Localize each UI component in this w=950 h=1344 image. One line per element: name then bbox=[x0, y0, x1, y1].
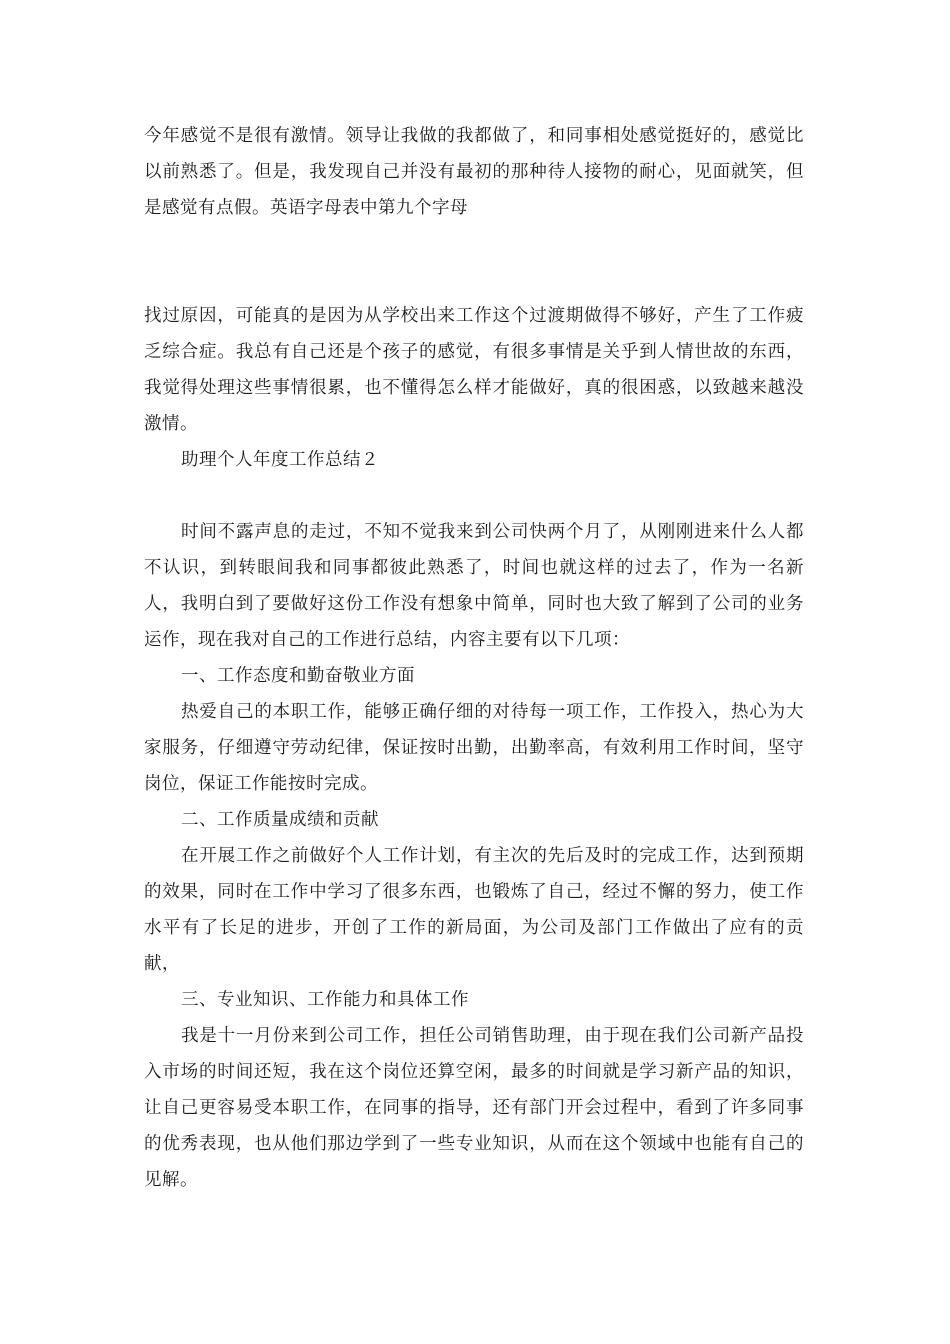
heading-3: 三、专业知识、工作能力和具体工作 bbox=[181, 990, 469, 1010]
paragraph-4: 热爱自己的本职工作，能够正确仔细的对待每一项工作，工作投入，热心为大家服务，仔细遵守劳动纪律，保证按时出勤，出勤率高，有效利用工作时间，坚守岗位，保证工作能按时完成。 bbox=[144, 702, 804, 794]
section-title: 助理个人年度工作总结２ bbox=[181, 450, 379, 470]
heading-2: 二、工作质量成绩和贡献 bbox=[181, 810, 379, 830]
paragraph-3: 时间不露声息的走过，不知不觉我来到公司快两个月了，从刚刚进来什么人都不认识，到转眼间我和同事都彼此熟悉了，时间也就这样的过去了，作为一名新人，我明白到了要做好这份工作没有想象中简单，同时也大致了解到了公司的业务运作，现在我对自己的工作进行总结，内容主要有以下几项： bbox=[144, 522, 804, 650]
paragraph-1: 今年感觉不是很有激情。领导让我做的我都做了，和同事相处感觉挺好的，感觉比以前熟悉了。但是，我发现自己并没有最初的那种待人接物的耐心，见面就笑，但是感觉有点假。英语字母表中第九个字母 bbox=[144, 126, 804, 218]
paragraph-2: 找过原因，可能真的是因为从学校出来工作这个过渡期做得不够好，产生了工作疲乏综合症。我总有自己还是个孩子的感觉，有很多事情是关乎到人情世故的东西，我觉得处理这些事情很累，也不懂得怎么样才能做好，真的很困惑，以致越来越没激情。 bbox=[144, 306, 804, 434]
paragraph-6: 我是十一月份来到公司工作，担任公司销售助理，由于现在我们公司新产品投入市场的时间还短，我在这个岗位还算空闲，最多的时间就是学习新产品的知识，让自己更容易受本职工作，在同事的指导，还有部门开会过程中，看到了许多同事的优秀表现，也从他们那边学到了一些专业知识，从而在这个领域中也能有自己的见解。 bbox=[144, 1026, 804, 1190]
paragraph-5: 在开展工作之前做好个人工作计划，有主次的先后及时的完成工作，达到预期的效果，同时在工作中学习了很多东西，也锻炼了自己，经过不懈的努力，使工作水平有了长足的进步，开创了工作的新局面，为公司及部门工作做出了应有的贡献， bbox=[144, 846, 804, 974]
heading-1: 一、工作态度和勤奋敬业方面 bbox=[181, 666, 415, 686]
